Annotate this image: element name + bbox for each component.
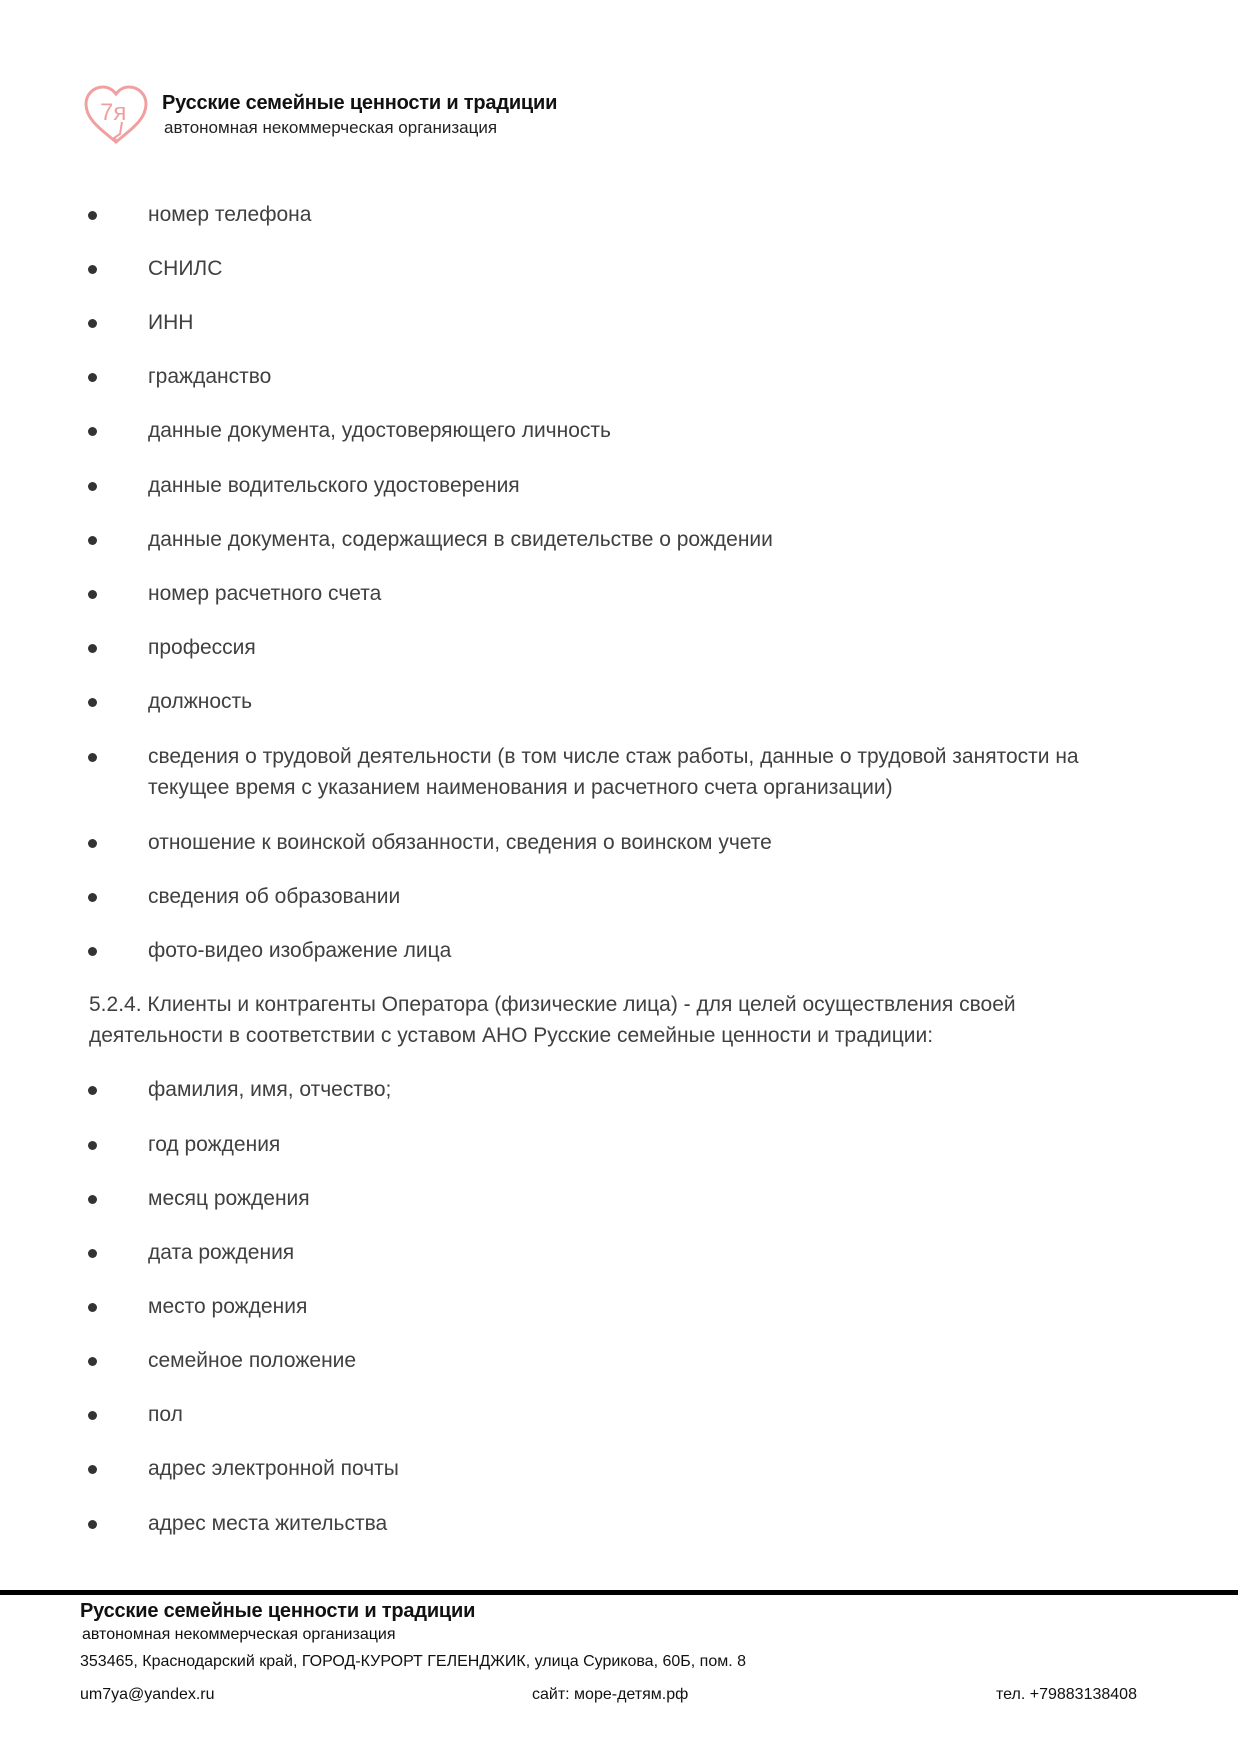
org-subtitle: автономная некоммерческая организация xyxy=(164,118,498,137)
bullet-icon xyxy=(88,265,97,274)
bullet-icon xyxy=(88,373,97,382)
footer-phone: тел. +79883138408 xyxy=(996,1686,1137,1703)
bullet-icon xyxy=(88,1141,97,1150)
bullet-icon xyxy=(88,893,97,902)
bullet-icon xyxy=(88,839,97,848)
footer-address: 353465, Краснодарский край, ГОРОД-КУРОРТ ГЕЛЕНДЖИК, улица Сурикова, 60Б, пом. 8 xyxy=(80,1653,746,1670)
bullet-icon xyxy=(88,319,97,328)
bullet-icon xyxy=(88,211,97,220)
org-title: Русские семейные ценности и традиции xyxy=(162,92,558,114)
page-header xyxy=(82,84,682,154)
bullet-icon xyxy=(88,590,97,599)
bullet-icon xyxy=(88,1086,97,1095)
footer-org-title: Русские семейные ценности и традиции xyxy=(80,1600,476,1622)
footer-org-subtitle: автономная некоммерческая организация xyxy=(82,1626,396,1643)
section-paragraph: 5.2.4. Клиенты и контрагенты Оператора (физические лица) - для целей осуществления своей деятельности в соответствии с уставом АНО Русские семейные ценности и традиции: xyxy=(89,993,1016,1047)
bullet-icon xyxy=(88,698,97,707)
bullet-icon xyxy=(88,1357,97,1366)
bullet-icon xyxy=(88,753,97,762)
bullet-icon xyxy=(88,1411,97,1420)
bullet-icon xyxy=(88,1303,97,1312)
bullet-icon xyxy=(88,536,97,545)
bullet-icon xyxy=(88,1249,97,1258)
footer-divider xyxy=(0,1590,1238,1595)
svg-text:7я: 7я xyxy=(100,99,127,126)
footer-site-link[interactable]: сайт: море-детям.рф xyxy=(532,1686,689,1703)
bullet-icon xyxy=(88,644,97,653)
footer-email-link[interactable]: um7ya@yandex.ru xyxy=(80,1686,215,1703)
bullet-icon xyxy=(88,1465,97,1474)
bullet-icon xyxy=(88,1195,97,1204)
bullet-icon xyxy=(88,1520,97,1529)
bullet-icon xyxy=(88,947,97,956)
bullet-icon xyxy=(88,482,97,491)
bullet-icon xyxy=(88,427,97,436)
heart-logo-icon xyxy=(82,84,150,148)
